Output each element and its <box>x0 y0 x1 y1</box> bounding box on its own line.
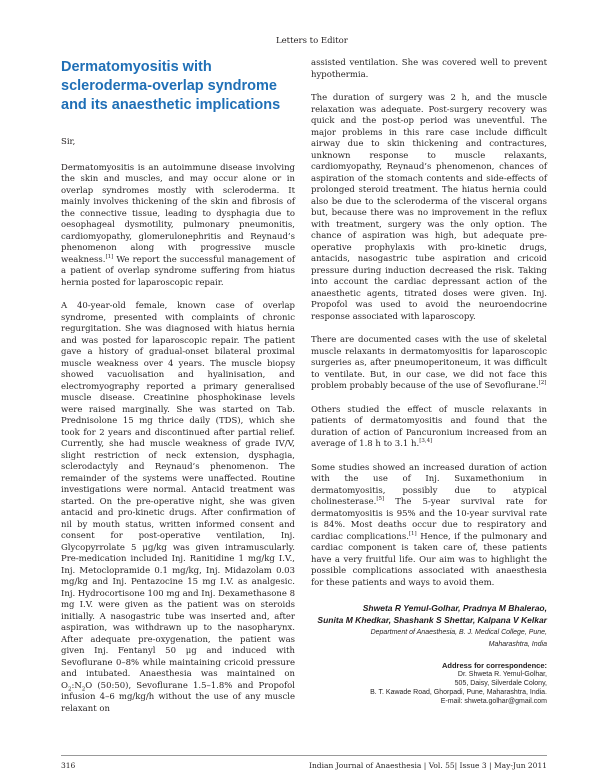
citation[interactable]: [1] <box>105 253 114 260</box>
correspondence-block <box>311 661 547 706</box>
right-column <box>311 58 547 706</box>
page-number: 316 <box>61 761 76 770</box>
citation[interactable]: [5] <box>376 496 385 503</box>
author-names-line: Shweta R Yemul-Golhar, Pradnya M Bhalerao, <box>362 603 547 613</box>
correspondence-line: B. T. Kawade Road, Ghorpadi, Pune, Maharashtra, India. <box>370 689 547 696</box>
left-column <box>61 58 295 727</box>
correspondence-line: Dr. Shweta R. Yemul-Golhar, <box>457 671 547 678</box>
intro-paragraph: Dermatomyositis is an autoimmune disease involving the skin and muscles, and may occur alone or in overlap syndromes mostly with scleroderma. It mainly involves thickening of the skin and fibrosis of the connective tissue, leading to dysphagia due to oesophageal dysmotility, pulmonary pneumonitis, cardiomyopathy, glomerulonephritis and Reynaud’s phenomenon along with progressive muscle weakness.[1] We report the successful management of a patient of overlap syndrome suffering from hiatus hernia posted for laparoscopic repair. <box>61 162 295 288</box>
case-paragraph: A 40-year-old female, known case of overlap syndrome, presented with complaints of chronic regurgitation. She was diagnosed with hiatus hernia and was posted for laparoscopic repair. The patient gave a history of gradual-onset bilateral proximal muscle weakness over 4 years. The muscle biopsy showed vacuolisation and hyalinisation, and electromyography reported a primary generalised muscle disease. Creatinine phosphokinase levels were raised marginally. She was started on Tab. Prednisolone 15 mg thrice daily (TDS), which she took for 2 years and discontinued after partial relief. Currently, she had muscle weakness of grade IV/V, slight restriction of neck extension, dysphagia, sclerodactyly and Reynaud’s phenomenon. The remainder of the systems were unaffected. Routine investigations were normal. Antacid treatment was started. On the pre-operative night, she was given antacid and pro-kinetic drugs. After confirmation of nil by mouth status, written informed consent and consent for post-operative ventilation, Inj. Glycopyrrolate 5 μg/kg was given intramuscularly. Pre-medication included Inj. Ranitidine 1 mg/kg I.V., Inj. Metoclopramide 0.1 mg/kg, Inj. Midazolam 0.03 mg/kg and Inj. Pentazocine 15 mg I.V. as analgesic. Inj. Hydrocortisone 100 mg and Inj. Dexamethasone 8 mg I.V. were given as the patient was on steroids initially. A nasogastric tube was inserted and, after aspiration, was withdrawn up to the nasopharynx. After adequate pre-oxygenation, the patient was given Inj. Fentanyl 50 μg and induced with Sevoflurane 0–8% while maintaining cricoid pressure and intubated. Anaesthesia was maintained on $O_2:N_2O$ (50:50), Sevoflurane 1.5–1.8% and Propofol infusion 4–6 mg/kg/h without the use of any muscle relaxant on <box>61 301 296 714</box>
author-names-line: Sunita M Khedkar, Shashank S Shettar, Kalpana V Kelkar <box>317 614 547 625</box>
correspondence-heading: Address for correspondence: <box>441 661 547 670</box>
affiliation-line: Maharashtra, India <box>488 640 547 648</box>
section-header: Letters to Editor <box>276 36 348 46</box>
journal-citation: Indian Journal of Anaesthesia | Vol. 55| Issue 3 | May-Jun 2011 <box>309 761 547 770</box>
footer-divider <box>61 755 547 756</box>
paragraph: Others studied the effect of muscle relaxants in patients of dermatomyositis and found that the duration of action of Pancuronium increased from an average of 1.8 h to 3.1 h.[3,4] <box>311 404 547 449</box>
paragraph: There are documented cases with the use of skeletal muscle relaxants in dermatomyositis for laparoscopic surgeries as, after pneumoperitoneum, it was difficult to ventilate. But, in our case, we did not face this problem probably because of the use of Sevoflurane.[2] <box>311 335 547 391</box>
author-signature <box>311 603 547 649</box>
citation[interactable]: [2] <box>538 380 547 387</box>
paragraph: Some studies showed an increased duration of action with the use of Inj. Suxamethonium in dermatomyositis, possibly due to atypical cholinesterase.[5] The 5-year survival rate for dermatomyositis is 95% and the 10-year survival rate is 84%. Most deaths occur due to respiratory and cardiac complications.[1] Hence, if the pulmonary and cardiac component is taken care of, these patients have a very fruitful life. Our aim was to highlight the possible complications associated with anaesthesia for these patients and ways to avoid them. <box>311 462 548 588</box>
article-title: Dermatomyositis with scleroderma-overlap syndrome and its anaesthetic implications <box>61 59 281 113</box>
correspondence-line: 505, Daisy, Silverdale Colony, <box>454 680 547 687</box>
paragraph: assisted ventilation. She was covered well to prevent hypothermia. <box>311 58 547 80</box>
paragraph: The duration of surgery was 2 h, and the muscle relaxation was adequate. Post-surgery recovery was quick and the post-op period was uneventful. The major problems in this rare case include difficult airway due to skin thickening and contractures, unknown response to muscle relaxants, cardiomyopathy, Reynaud’s phenomenon, chances of aspiration of the stomach contents and side-effects of prolonged steroid treatment. The hiatus hernia could also be due to the scleroderma of the visceral organs but, because there was no improvement in the reflux with treatment, surgery was the only option. The chance of aspiration was high, but adequate pre-operative prophylaxis with pro-kinetic drugs, antacids, nasogastric tube aspiration and cricoid pressure during induction decreased the risk. Taking into account the cardiac depressant action of the anaesthetic agents, titrated doses were given. Inj. Propofol was used to avoid the neuroendocrine response associated with laparoscopy. <box>311 93 547 322</box>
salutation: Sir, <box>61 137 76 147</box>
citation[interactable]: [3,4] <box>419 438 433 445</box>
email-link[interactable]: E-mail: shweta.golhar@gmail.com <box>440 698 547 705</box>
citation[interactable]: [1] <box>408 530 417 537</box>
affiliation-line: Department of Anaesthesia, B. J. Medical College, Pune, <box>370 629 547 636</box>
